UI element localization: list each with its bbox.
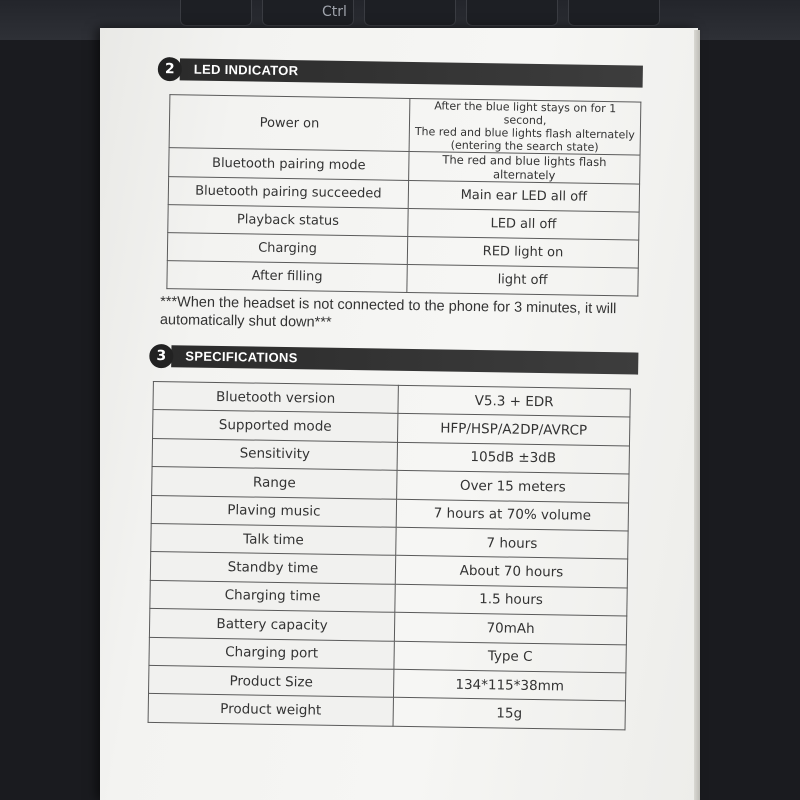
row-value: Type C <box>394 641 626 673</box>
section-title: LED INDICATOR <box>193 61 299 79</box>
row-value: 1.5 hours <box>395 584 627 616</box>
row-label: Product Size <box>149 665 394 697</box>
row-value-text: After the blue light stays on for 1 second, The red and blue lights flash alternately (entering the search state) <box>414 99 635 154</box>
row-value <box>409 98 641 155</box>
row-label: Product weight <box>148 694 393 726</box>
row-label: Supported mode <box>153 410 398 442</box>
row-label: Plaving music <box>151 495 396 527</box>
row-label: Bluetooth pairing succeeded <box>168 177 408 209</box>
row-label: Talk time <box>151 523 396 555</box>
row-label: Standby time <box>150 552 395 584</box>
row-label: Bluetooth pairing mode <box>169 148 409 181</box>
page-edge <box>694 30 700 800</box>
row-value: 134*115*38mm <box>393 669 625 701</box>
row-value: 105dB ±3dB <box>397 442 629 474</box>
row-value: LED all off <box>408 208 639 240</box>
row-value: V5.3 + EDR <box>398 385 630 417</box>
row-label: Charging time <box>150 580 395 612</box>
specifications-table <box>148 381 631 730</box>
row-value: Main ear LED all off <box>408 180 639 212</box>
row-label: Sensitivity <box>152 438 397 470</box>
section-number-badge: 2 <box>158 57 182 81</box>
row-value: Over 15 meters <box>397 470 629 502</box>
row-value: About 70 hours <box>395 556 627 588</box>
row-value: 70mAh <box>394 612 626 644</box>
row-value: 7 hours <box>396 527 628 559</box>
row-value: light off <box>407 264 638 296</box>
keyboard-key <box>364 0 456 26</box>
manual-content <box>148 58 643 730</box>
row-value: 15g <box>393 698 625 730</box>
section-number-badge: 3 <box>149 344 173 368</box>
row-label: Playback status <box>168 205 408 237</box>
row-value: 7 hours at 70% volume <box>396 499 628 531</box>
row-label: Bluetooth version <box>153 381 398 413</box>
keyboard-key <box>568 0 660 26</box>
row-label: Range <box>152 467 397 499</box>
auto-shutdown-note: ***When the headset is not connected to the phone for 3 minutes, it will automatically shut down*** <box>159 294 617 331</box>
row-label: Battery capacity <box>149 609 394 641</box>
row-label: Charging <box>167 233 407 265</box>
keyboard-key <box>180 0 252 26</box>
row-value: HFP/HSP/A2DP/AVRCP <box>397 414 629 446</box>
row-label: Charging port <box>149 637 394 669</box>
row-value: RED light on <box>407 236 638 268</box>
keyboard-key-label: Ctrl <box>322 4 347 20</box>
led-indicator-table <box>166 94 641 296</box>
section-title: SPECIFICATIONS <box>185 348 298 366</box>
keyboard-key <box>466 0 558 26</box>
row-label: Power on <box>169 95 410 152</box>
row-value: The red and blue lights flash alternately <box>409 151 640 184</box>
table-row <box>169 95 641 155</box>
row-label: After filling <box>167 261 407 293</box>
table-row <box>167 261 638 296</box>
